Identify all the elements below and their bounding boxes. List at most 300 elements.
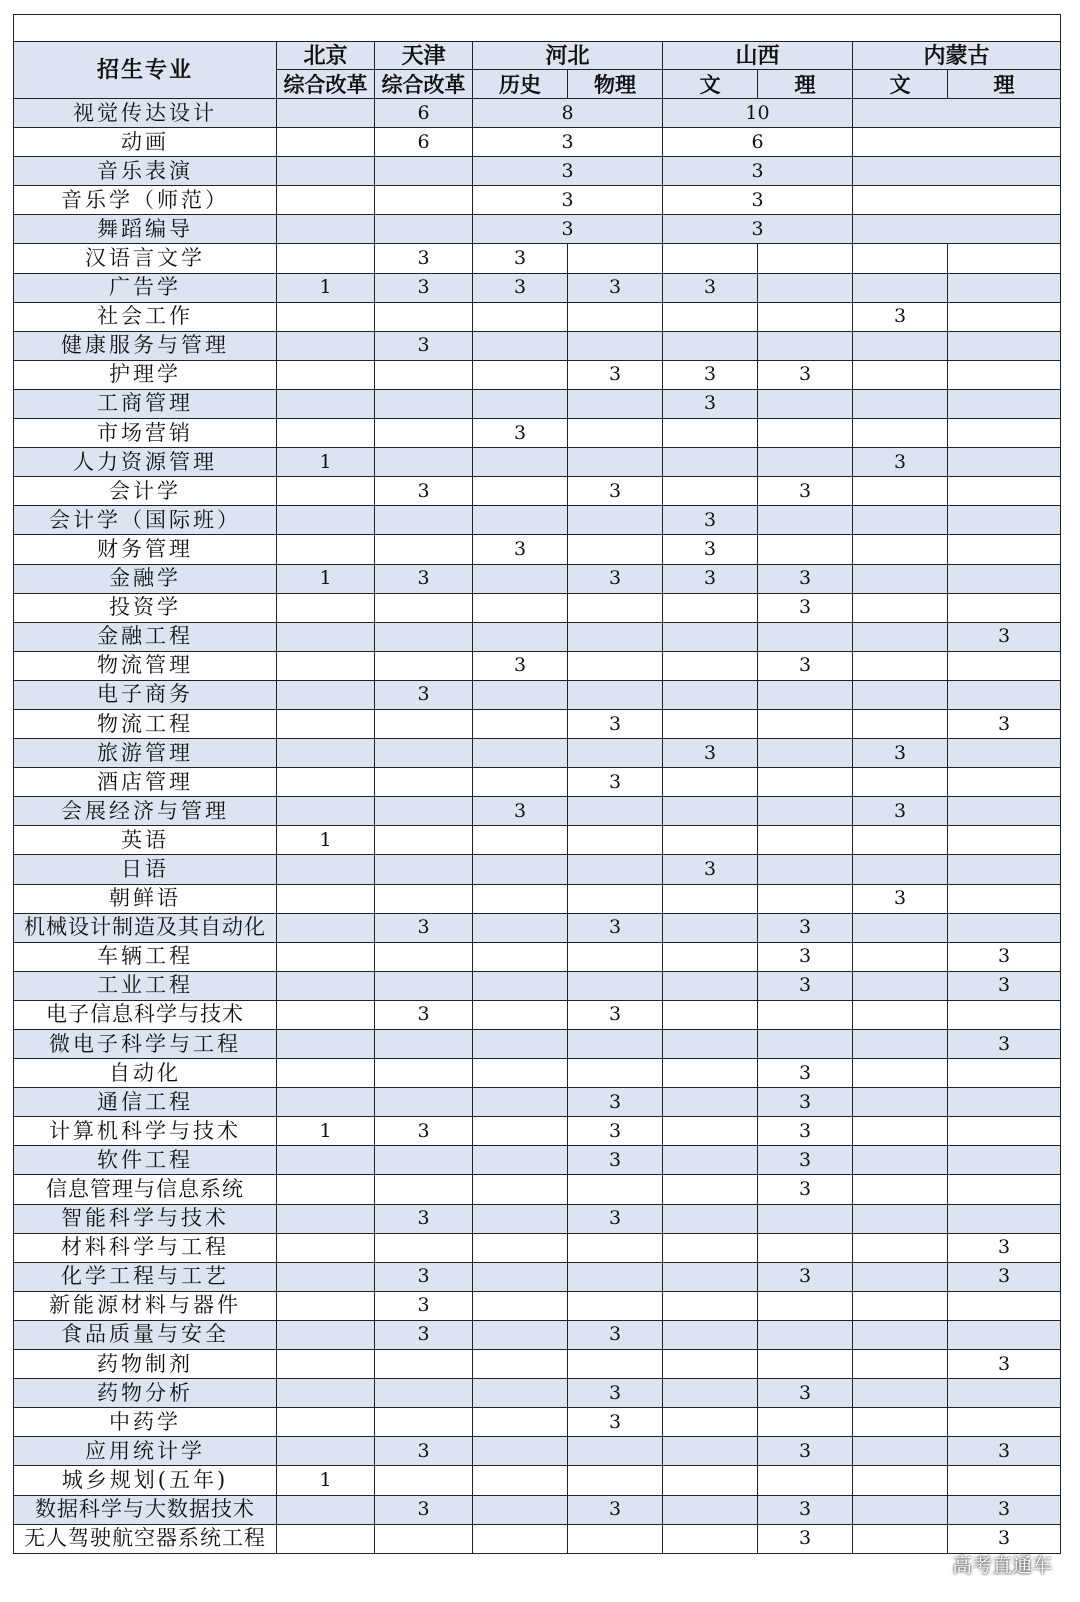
quota-cell (277, 1146, 375, 1175)
quota-cell (948, 913, 1061, 942)
table-row (14, 1146, 1061, 1175)
quota-cell (375, 360, 473, 389)
quota-cell-merged (853, 186, 1061, 215)
quota-cell (568, 942, 663, 971)
quota-cell (758, 273, 853, 302)
quota-cell: 3 (948, 971, 1061, 1000)
quota-cell: 3 (473, 244, 568, 273)
quota-cell-merged (277, 157, 375, 186)
quota-cell (473, 1466, 568, 1495)
major-name-cell: 动画 (14, 128, 277, 157)
major-name-cell: 社会工作 (14, 302, 277, 331)
quota-cell (375, 1059, 473, 1088)
quota-cell: 3 (758, 1495, 853, 1524)
quota-cell (853, 1146, 948, 1175)
quota-cell (948, 448, 1061, 477)
quota-cell (473, 1059, 568, 1088)
quota-cell: 3 (568, 913, 663, 942)
quota-cell (277, 302, 375, 331)
quota-cell (663, 1262, 758, 1291)
table-row (14, 1175, 1061, 1204)
quota-cell (948, 593, 1061, 622)
quota-cell-merged: 3 (663, 186, 853, 215)
quota-cell (758, 506, 853, 535)
quota-cell (948, 797, 1061, 826)
table-row (14, 1495, 1061, 1524)
quota-cell (758, 535, 853, 564)
quota-cell (663, 942, 758, 971)
quota-cell (663, 1204, 758, 1233)
quota-cell: 3 (758, 593, 853, 622)
table-row (14, 1350, 1061, 1379)
quota-cell (948, 506, 1061, 535)
quota-cell (853, 651, 948, 680)
major-name-cell: 材料科学与工程 (14, 1233, 277, 1262)
quota-cell: 3 (568, 360, 663, 389)
quota-cell: 3 (948, 1495, 1061, 1524)
quota-cell (277, 506, 375, 535)
quota-cell (277, 797, 375, 826)
quota-cell (853, 1379, 948, 1408)
quota-cell (948, 855, 1061, 884)
quota-cell: 3 (758, 477, 853, 506)
quota-cell: 3 (375, 244, 473, 273)
quota-cell (948, 1291, 1061, 1320)
quota-cell-merged (853, 128, 1061, 157)
subheader-beijing: 综合改革 (277, 70, 375, 99)
major-name-cell: 会计学（国际班） (14, 506, 277, 535)
table-row (14, 1204, 1061, 1233)
quota-cell-merged (375, 157, 473, 186)
quota-cell (277, 1437, 375, 1466)
province-header-hebei: 河北 (473, 42, 663, 70)
quota-cell (663, 477, 758, 506)
quota-cell (277, 622, 375, 651)
quota-cell: 3 (568, 1320, 663, 1349)
table-row (14, 651, 1061, 680)
major-name-cell: 市场营销 (14, 419, 277, 448)
quota-cell (663, 244, 758, 273)
quota-cell (568, 1291, 663, 1320)
quota-cell (375, 622, 473, 651)
quota-cell (375, 1088, 473, 1117)
province-header-neimenggu: 内蒙古 (853, 42, 1061, 70)
quota-cell: 1 (277, 1117, 375, 1146)
quota-cell (473, 564, 568, 593)
quota-cell: 3 (758, 360, 853, 389)
quota-cell (375, 389, 473, 418)
quota-cell (473, 709, 568, 738)
province-header-beijing: 北京 (277, 42, 375, 70)
quota-cell: 3 (758, 1117, 853, 1146)
quota-cell: 3 (758, 1059, 853, 1088)
quota-cell (568, 739, 663, 768)
major-name-cell: 会展经济与管理 (14, 797, 277, 826)
major-name-cell: 自动化 (14, 1059, 277, 1088)
quota-cell (758, 1000, 853, 1029)
quota-cell: 3 (853, 797, 948, 826)
quota-cell (568, 884, 663, 913)
quota-cell (758, 1233, 853, 1262)
major-name-cell: 汉语言文学 (14, 244, 277, 273)
major-name-cell: 无人驾驶航空器系统工程 (14, 1524, 277, 1553)
quota-cell: 3 (948, 709, 1061, 738)
quota-cell: 3 (568, 1204, 663, 1233)
table-row (14, 1088, 1061, 1117)
table-row (14, 709, 1061, 738)
table-row (14, 826, 1061, 855)
quota-cell (853, 1233, 948, 1262)
quota-cell (853, 1466, 948, 1495)
quota-cell (277, 593, 375, 622)
quota-cell (568, 680, 663, 709)
quota-cell (375, 1379, 473, 1408)
quota-cell (853, 1495, 948, 1524)
quota-cell (663, 768, 758, 797)
quota-cell (473, 1437, 568, 1466)
quota-cell (758, 797, 853, 826)
quota-cell (473, 1262, 568, 1291)
quota-cell (663, 1495, 758, 1524)
quota-cell (277, 709, 375, 738)
quota-cell (473, 1379, 568, 1408)
quota-cell: 3 (758, 971, 853, 1000)
quota-cell-merged: 3 (473, 157, 663, 186)
quota-cell (853, 389, 948, 418)
quota-cell-merged: 3 (473, 128, 663, 157)
table-row (14, 593, 1061, 622)
quota-cell (473, 768, 568, 797)
quota-cell (375, 1146, 473, 1175)
quota-cell: 3 (948, 1524, 1061, 1553)
quota-cell (853, 622, 948, 651)
quota-cell (568, 1233, 663, 1262)
quota-cell (853, 942, 948, 971)
table-row (14, 244, 1061, 273)
quota-cell (663, 913, 758, 942)
quota-cell (663, 1146, 758, 1175)
quota-cell (663, 1437, 758, 1466)
quota-cell-merged: 6 (663, 128, 853, 157)
quota-cell: 3 (758, 1262, 853, 1291)
table-row (14, 302, 1061, 331)
quota-cell-merged: 6 (375, 99, 473, 128)
quota-cell (758, 1466, 853, 1495)
quota-cell (568, 389, 663, 418)
quota-cell (473, 1204, 568, 1233)
table-row (14, 855, 1061, 884)
quota-cell (375, 1175, 473, 1204)
quota-cell (277, 855, 375, 884)
quota-cell (758, 1320, 853, 1349)
quota-cell (375, 1030, 473, 1059)
quota-cell (375, 1350, 473, 1379)
quota-cell (375, 1524, 473, 1553)
major-name-cell: 化学工程与工艺 (14, 1262, 277, 1291)
major-name-cell: 人力资源管理 (14, 448, 277, 477)
quota-cell (948, 1204, 1061, 1233)
major-name-cell: 日语 (14, 855, 277, 884)
quota-cell (663, 1379, 758, 1408)
quota-cell (277, 1408, 375, 1437)
quota-cell (473, 1146, 568, 1175)
quota-cell (758, 1408, 853, 1437)
major-name-cell: 电子商务 (14, 680, 277, 709)
quota-cell: 3 (473, 797, 568, 826)
quota-cell (853, 244, 948, 273)
subheader-shanxi-science: 理 (758, 70, 853, 99)
quota-cell (375, 826, 473, 855)
major-name-cell: 视觉传达设计 (14, 99, 277, 128)
table-row (14, 273, 1061, 302)
table-row (14, 797, 1061, 826)
quota-cell: 3 (663, 273, 758, 302)
quota-cell (853, 1408, 948, 1437)
quota-cell: 3 (375, 273, 473, 302)
major-name-cell: 金融学 (14, 564, 277, 593)
quota-cell (375, 855, 473, 884)
quota-cell: 3 (758, 942, 853, 971)
quota-cell-merged (375, 215, 473, 244)
quota-cell (948, 244, 1061, 273)
table-row (14, 1117, 1061, 1146)
major-name-cell: 应用统计学 (14, 1437, 277, 1466)
quota-cell (853, 360, 948, 389)
quota-cell (663, 1466, 758, 1495)
quota-cell (473, 1030, 568, 1059)
quota-cell (568, 622, 663, 651)
quota-cell (568, 535, 663, 564)
quota-cell (473, 1408, 568, 1437)
table-row (14, 1262, 1061, 1291)
quota-cell (853, 680, 948, 709)
quota-cell-merged (853, 99, 1061, 128)
quota-cell (473, 1233, 568, 1262)
quota-cell (663, 593, 758, 622)
quota-cell (473, 1320, 568, 1349)
quota-cell (948, 1059, 1061, 1088)
quota-cell-merged (277, 186, 375, 215)
quota-cell-merged: 6 (375, 128, 473, 157)
quota-cell (663, 1059, 758, 1088)
table-row (14, 477, 1061, 506)
table-row (14, 535, 1061, 564)
table-row (14, 128, 1061, 157)
quota-cell: 3 (758, 1524, 853, 1553)
province-header-tianjin: 天津 (375, 42, 473, 70)
quota-cell-merged (277, 128, 375, 157)
quota-cell (853, 826, 948, 855)
quota-cell (473, 302, 568, 331)
major-name-cell: 智能科学与技术 (14, 1204, 277, 1233)
quota-cell (375, 651, 473, 680)
quota-cell (473, 1000, 568, 1029)
quota-cell (277, 1088, 375, 1117)
major-name-cell: 金融工程 (14, 622, 277, 651)
quota-cell (473, 1117, 568, 1146)
quota-cell (758, 768, 853, 797)
quota-cell (948, 1117, 1061, 1146)
major-name-cell: 食品质量与安全 (14, 1320, 277, 1349)
quota-cell (948, 331, 1061, 360)
table-row (14, 331, 1061, 360)
quota-cell: 1 (277, 1466, 375, 1495)
quota-cell (758, 1204, 853, 1233)
quota-cell: 3 (375, 1437, 473, 1466)
quota-cell (663, 331, 758, 360)
watermark-text: 高考直通车 (952, 1553, 1052, 1577)
table-row (14, 1030, 1061, 1059)
major-name-cell: 城乡规划(五年) (14, 1466, 277, 1495)
table-row (14, 768, 1061, 797)
quota-cell (473, 360, 568, 389)
quota-cell-merged (277, 215, 375, 244)
quota-cell (277, 1350, 375, 1379)
quota-cell (758, 448, 853, 477)
quota-cell: 3 (375, 1000, 473, 1029)
quota-cell: 3 (948, 622, 1061, 651)
quota-cell (948, 477, 1061, 506)
quota-cell: 3 (948, 1437, 1061, 1466)
quota-cell (758, 389, 853, 418)
quota-cell (473, 622, 568, 651)
major-name-cell: 工商管理 (14, 389, 277, 418)
quota-cell (277, 1320, 375, 1349)
quota-cell (277, 651, 375, 680)
quota-cell: 1 (277, 826, 375, 855)
quota-cell (663, 1233, 758, 1262)
quota-cell: 1 (277, 273, 375, 302)
quota-cell (853, 1088, 948, 1117)
quota-cell (663, 302, 758, 331)
quota-cell (948, 419, 1061, 448)
quota-table-container (13, 14, 1060, 1554)
quota-cell (375, 884, 473, 913)
quota-cell: 3 (758, 651, 853, 680)
major-name-cell: 护理学 (14, 360, 277, 389)
major-name-cell: 机械设计制造及其自动化 (14, 913, 277, 942)
quota-cell (948, 1088, 1061, 1117)
quota-cell: 3 (473, 273, 568, 302)
quota-cell (853, 1204, 948, 1233)
table-row (14, 739, 1061, 768)
table-row (14, 1233, 1061, 1262)
quota-cell (663, 1524, 758, 1553)
quota-cell: 3 (948, 1262, 1061, 1291)
quota-cell: 3 (663, 360, 758, 389)
major-name-cell: 旅游管理 (14, 739, 277, 768)
quota-cell (948, 1320, 1061, 1349)
quota-cell (853, 1291, 948, 1320)
province-header-shanxi: 山西 (663, 42, 853, 70)
quota-cell: 1 (277, 448, 375, 477)
quota-cell (568, 448, 663, 477)
quota-cell (568, 1524, 663, 1553)
quota-cell (758, 739, 853, 768)
quota-cell (948, 273, 1061, 302)
quota-cell (473, 331, 568, 360)
table-row (14, 1408, 1061, 1437)
quota-cell: 3 (758, 1175, 853, 1204)
quota-cell: 3 (375, 680, 473, 709)
quota-cell: 3 (948, 1030, 1061, 1059)
quota-cell (375, 1408, 473, 1437)
major-name-cell: 舞蹈编导 (14, 215, 277, 244)
table-row (14, 1059, 1061, 1088)
quota-cell (277, 971, 375, 1000)
table-row (14, 1320, 1061, 1349)
table-top-blank-row (14, 15, 1061, 42)
quota-cell (948, 680, 1061, 709)
quota-cell (758, 709, 853, 738)
quota-cell (853, 419, 948, 448)
table-row (14, 1437, 1061, 1466)
quota-cell-merged: 3 (663, 215, 853, 244)
major-name-cell: 中药学 (14, 1408, 277, 1437)
quota-cell (853, 506, 948, 535)
quota-cell (473, 942, 568, 971)
quota-cell (663, 1291, 758, 1320)
quota-cell (853, 331, 948, 360)
table-row (14, 1379, 1061, 1408)
quota-cell-merged (853, 215, 1061, 244)
major-name-cell: 朝鲜语 (14, 884, 277, 913)
quota-cell (853, 971, 948, 1000)
quota-cell: 3 (758, 1088, 853, 1117)
table-row (14, 215, 1061, 244)
table-row (14, 971, 1061, 1000)
quota-cell (663, 448, 758, 477)
quota-cell: 3 (568, 1408, 663, 1437)
quota-cell (853, 1320, 948, 1349)
quota-cell (375, 535, 473, 564)
quota-cell: 3 (375, 564, 473, 593)
quota-cell (277, 331, 375, 360)
quota-cell: 3 (375, 1204, 473, 1233)
quota-cell (473, 1495, 568, 1524)
quota-cell: 3 (568, 709, 663, 738)
quota-cell: 3 (568, 1379, 663, 1408)
quota-cell (853, 564, 948, 593)
quota-cell (375, 419, 473, 448)
quota-cell (663, 1320, 758, 1349)
major-name-cell: 广告学 (14, 273, 277, 302)
subheader-hebei-history: 历史 (473, 70, 568, 99)
major-name-cell: 通信工程 (14, 1088, 277, 1117)
quota-cell: 3 (375, 913, 473, 942)
quota-cell (948, 1408, 1061, 1437)
major-name-cell: 药物分析 (14, 1379, 277, 1408)
quota-cell-merged (277, 99, 375, 128)
quota-cell: 3 (663, 564, 758, 593)
quota-cell (948, 884, 1061, 913)
quota-cell (948, 1175, 1061, 1204)
quota-cell (277, 884, 375, 913)
quota-cell (277, 1379, 375, 1408)
quota-cell: 3 (758, 1379, 853, 1408)
quota-cell-merged (375, 186, 473, 215)
quota-cell (853, 1117, 948, 1146)
quota-cell (568, 1262, 663, 1291)
quota-cell (375, 709, 473, 738)
quota-cell (663, 419, 758, 448)
quota-cell: 3 (375, 1291, 473, 1320)
quota-cell (277, 1495, 375, 1524)
quota-cell (948, 302, 1061, 331)
major-name-cell: 健康服务与管理 (14, 331, 277, 360)
quota-cell: 3 (473, 651, 568, 680)
quota-cell (277, 244, 375, 273)
